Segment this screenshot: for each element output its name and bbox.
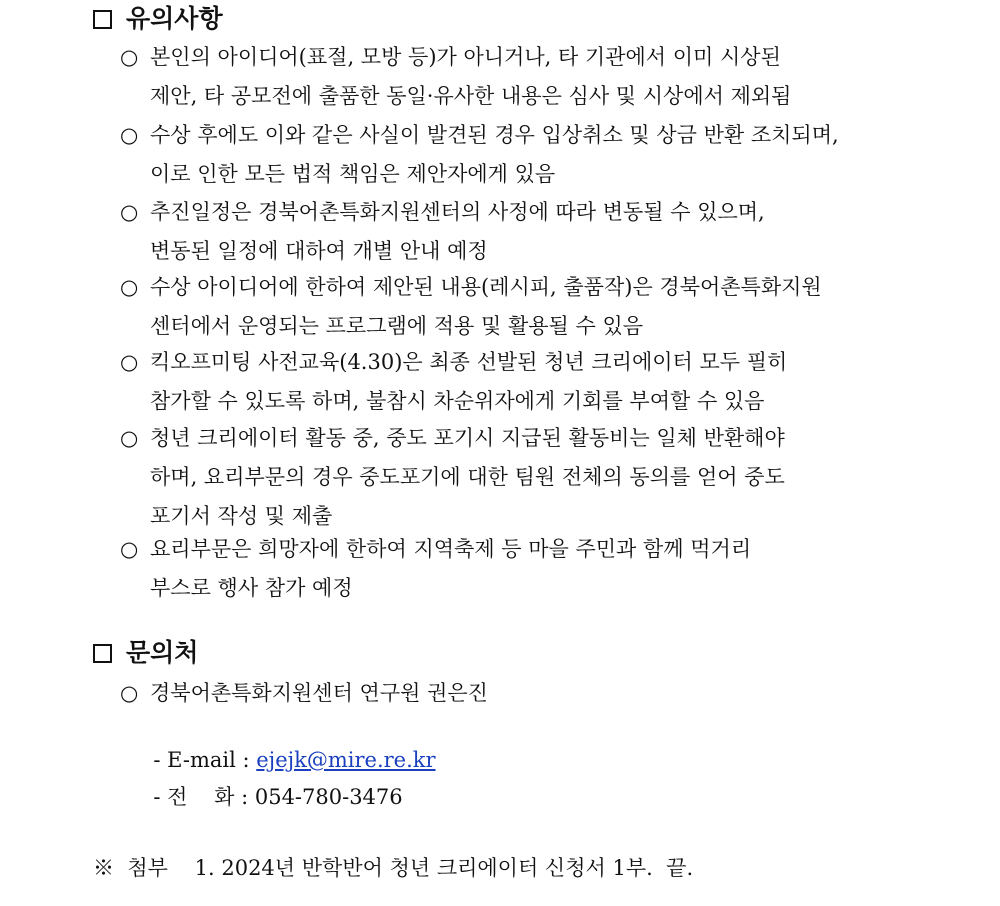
- phone-number: 054-780-3476: [254, 785, 403, 809]
- circle-bullet-icon: ○: [120, 681, 139, 705]
- email-link[interactable]: ejejk@mire.re.kr: [256, 748, 436, 772]
- circle-bullet-icon: ○: [120, 350, 139, 374]
- attachment-line: [93, 853, 693, 883]
- circle-bullet-icon: ○: [120, 45, 139, 69]
- end-mark: 끝.: [666, 856, 694, 880]
- list-item: ○ 요리부문은 희망자에 한하여 지역축제 등 마을 주민과 함께 먹거리 부스로 행사 참가 예정: [120, 530, 950, 608]
- contact-email: - E-mail : ejejk@mire.re.kr: [153, 748, 436, 772]
- notice-heading-text: 유의사항: [126, 4, 223, 33]
- contact-phone: - 전 화 : 054-780-3476: [153, 785, 403, 809]
- notice-heading: [93, 4, 223, 34]
- checkbox-square-icon: [93, 644, 112, 663]
- attachment-text: 1. 2024년 반학반어 청년 크리에이터 신청서 1부.: [194, 856, 653, 880]
- list-item: ○ 본인의 아이디어(표절, 모방 등)가 아니거나, 타 기관에서 이미 시상된 제안, 타 공모전에 출품한 동일·유사한 내용은 심사 및 시상에서 제외됨: [120, 38, 950, 116]
- contact-person: ○ 경북어촌특화지원센터 연구원 권은진: [120, 678, 488, 708]
- circle-bullet-icon: ○: [120, 426, 139, 450]
- circle-bullet-icon: ○: [120, 275, 139, 299]
- list-item: ○ 킥오프미팅 사전교육(4.30)은 최종 선발된 청년 크리에이터 모두 필히 참가할 수 있도록 하며, 불참시 차순위자에게 기회를 부여할 수 있음: [120, 343, 950, 421]
- list-item: ○ 수상 후에도 이와 같은 사실이 발견된 경우 입상취소 및 상금 반환 조치되며, 이로 인한 모든 법적 책임은 제안자에게 있음: [120, 116, 950, 194]
- attachment-label: 첨부: [127, 856, 168, 880]
- checkbox-square-icon: [93, 10, 112, 29]
- reference-mark-icon: ※: [93, 856, 114, 880]
- list-item: ○ 청년 크리에이터 활동 중, 중도 포기시 지급된 활동비는 일체 반환해야 하며, 요리부문의 경우 중도포기에 대한 팀원 전체의 동의를 얻어 중도 포기서 작성 및 제출: [120, 419, 950, 537]
- list-item: ○ 수상 아이디어에 한하여 제안된 내용(레시피, 출품작)은 경북어촌특화지원 센터에서 운영되는 프로그램에 적용 및 활용될 수 있음: [120, 268, 950, 346]
- contact-heading-text: 문의처: [126, 638, 199, 667]
- circle-bullet-icon: ○: [120, 200, 139, 224]
- contact-heading: [93, 638, 198, 668]
- circle-bullet-icon: ○: [120, 537, 139, 561]
- list-item: ○ 추진일정은 경북어촌특화지원센터의 사정에 따라 변동될 수 있으며, 변동된 일정에 대하여 개별 안내 예정: [120, 193, 950, 271]
- circle-bullet-icon: ○: [120, 123, 139, 147]
